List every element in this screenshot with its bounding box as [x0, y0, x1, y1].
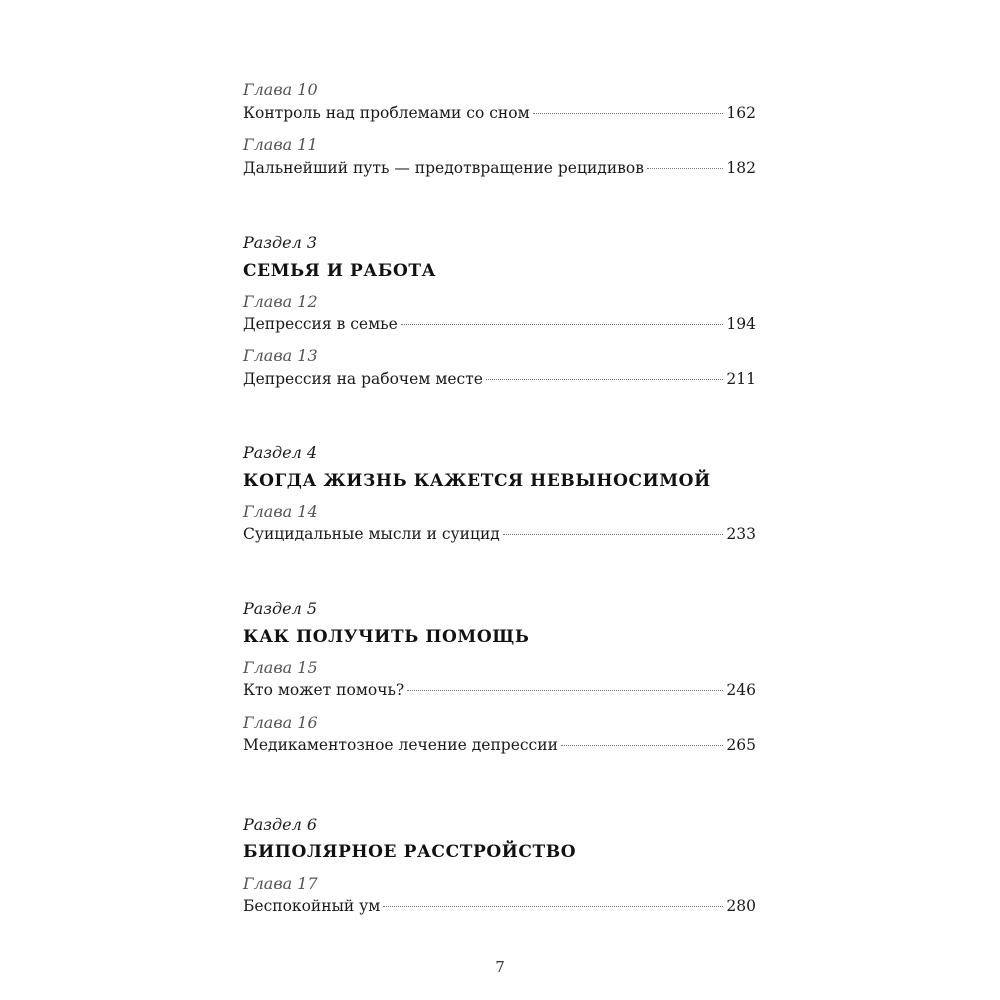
chapter-label: Глава 12 [243, 292, 318, 311]
dot-leader [383, 906, 723, 907]
section-title: СЕМЬЯ И РАБОТА [243, 261, 437, 281]
table-of-contents [243, 0, 756, 1000]
chapter-title: Медикаментозное лечение депрессии [243, 736, 558, 754]
page-number: 162 [726, 104, 756, 122]
section-title: КАК ПОЛУЧИТЬ ПОМОЩЬ [243, 627, 530, 647]
chapter-title: Кто может помочь? [243, 681, 405, 699]
dot-leader [407, 690, 723, 691]
dot-leader [647, 168, 723, 169]
toc-entry[interactable] [243, 315, 756, 333]
page-number: 211 [726, 370, 756, 388]
toc-entry[interactable] [243, 681, 756, 699]
section-title: КОГДА ЖИЗНЬ КАЖЕТСЯ НЕВЫНОСИМОЙ [243, 471, 711, 491]
chapter-title: Беспокойный ум [243, 897, 381, 915]
chapter-title: Депрессия в семье [243, 315, 398, 333]
toc-entry[interactable] [243, 159, 756, 177]
chapter-label: Глава 11 [243, 135, 318, 154]
page-number: 280 [726, 897, 756, 915]
page-number: 265 [726, 736, 756, 754]
dot-leader [533, 113, 724, 114]
chapter-title: Контроль над проблемами со сном [243, 104, 530, 122]
section-title: БИПОЛЯРНОЕ РАССТРОЙСТВО [243, 842, 577, 862]
chapter-label: Глава 10 [243, 80, 318, 99]
toc-entry[interactable] [243, 736, 756, 754]
page-number: 246 [726, 681, 756, 699]
chapter-title: Дальнейший путь — предотвращение рецидивов [243, 159, 644, 177]
section-label: Раздел 6 [243, 815, 318, 834]
section-label: Раздел 5 [243, 599, 318, 618]
chapter-label: Глава 17 [243, 874, 318, 893]
toc-entry[interactable] [243, 525, 756, 543]
toc-entry[interactable] [243, 897, 756, 915]
chapter-label: Глава 13 [243, 346, 318, 365]
page-number: 194 [726, 315, 756, 333]
folio-page-number: 7 [495, 958, 505, 976]
page-number: 233 [726, 525, 756, 543]
toc-entry[interactable] [243, 104, 756, 122]
chapter-title: Суицидальные мысли и суицид [243, 525, 500, 543]
section-label: Раздел 4 [243, 443, 318, 462]
toc-entry[interactable] [243, 370, 756, 388]
chapter-label: Глава 15 [243, 658, 318, 677]
page-number: 182 [726, 159, 756, 177]
dot-leader [401, 324, 724, 325]
dot-leader [503, 534, 724, 535]
chapter-label: Глава 16 [243, 713, 318, 732]
dot-leader [486, 379, 723, 380]
dot-leader [561, 745, 724, 746]
section-label: Раздел 3 [243, 233, 318, 252]
chapter-title: Депрессия на рабочем месте [243, 370, 483, 388]
chapter-label: Глава 14 [243, 502, 318, 521]
